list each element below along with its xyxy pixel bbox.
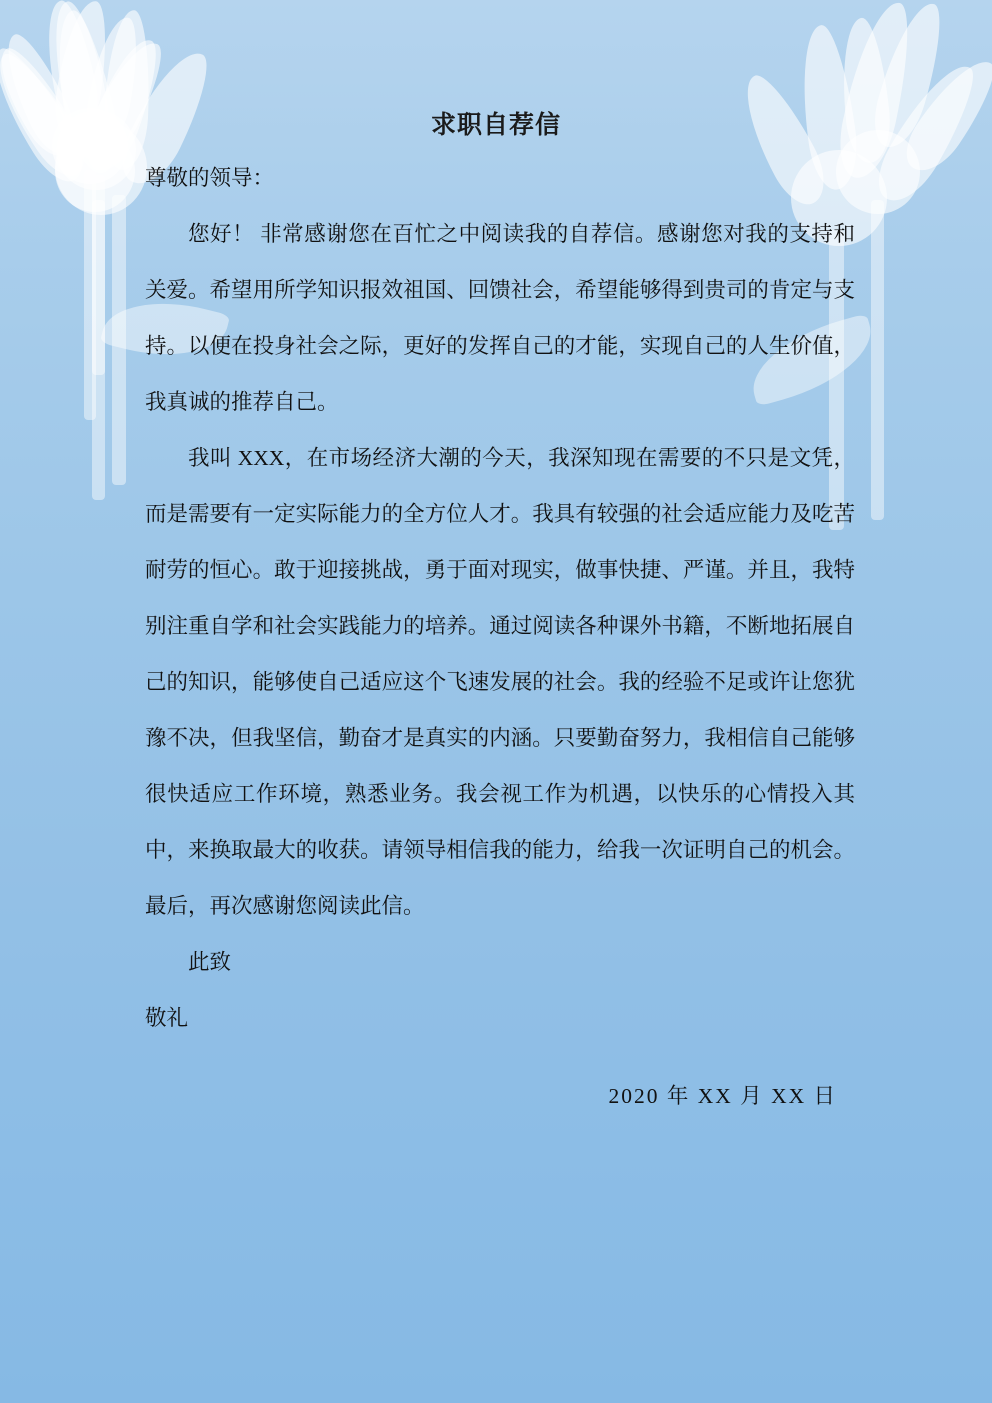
- closing-line-1: 此致: [188, 950, 232, 974]
- paragraph-1: 您好！ 非常感谢您在百忙之中阅读我的自荐信。感谢您对我的支持和关爱。希望用所学知识报效祖国、回馈社会，希望能够得到贵司的肯定与支持。以便在投身社会之际，更好的发挥自己的才能，实现自己的人生价值，我真诚的推荐自己。: [145, 222, 855, 414]
- date-line: 2020 年 XX 月 XX 日: [608, 1084, 837, 1108]
- document-title: 求职自荐信: [430, 111, 561, 139]
- salutation: 尊敬的领导：: [145, 166, 275, 190]
- paragraph-2: 我叫 XXX，在市场经济大潮的今天，我深知现在需要的不只是文凭，而是需要有一定实际能力的全方位人才。我具有较强的社会适应能力及吃苦耐劳的恒心。敢于迎接挑战，勇于面对现实，做事快捷、严谨。并且，我特别注重自学和社会实践能力的培养。通过阅读各种课外书籍，不断地拓展自己的知识，能够使自己适应这个飞速发展的社会。我的经验不足或许让您犹豫不决，但我坚信，勤奋才是真实的内涵。只要勤奋努力，我相信自己能够很快适应工作环境，熟悉业务。我会视工作为机遇，以快乐的心情投入其中，来换取最大的收获。请领导相信我的能力，给我一次证明自己的机会。最后，再次感谢您阅读此信。: [145, 446, 855, 918]
- letter-content: [145, 150, 855, 1124]
- closing-line-2: 敬礼: [145, 1006, 189, 1030]
